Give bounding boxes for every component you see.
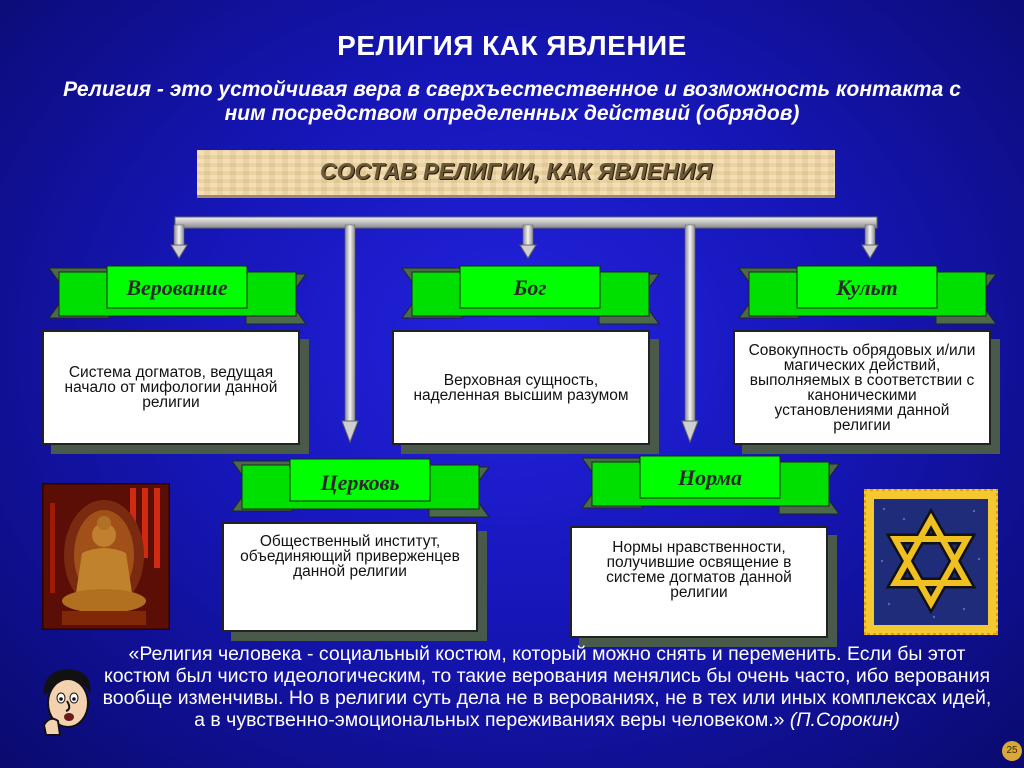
cult-description: Совокупность обрядовых и/или магических действий, выполняемых в соответствии с каноническими установлениями данной религии [733, 330, 991, 445]
religion-definition: Религия - это устойчивая вера в сверхъестественное и возможность контакта с ним посредством определенных действий (обрядов) [63, 78, 961, 125]
norm-description: Нормы нравственности, получившие освящение в системе догматов данной религии [570, 526, 828, 638]
buddha-image [42, 483, 170, 630]
thinking-man-icon [36, 665, 98, 737]
god-description: Верховная сущность, наделенная высшим разумом [392, 330, 650, 445]
arrow-norm [682, 225, 698, 442]
banner-god-label: Бог [513, 275, 547, 300]
arrow-church [342, 225, 358, 442]
banner-god [398, 262, 663, 332]
banner-cult-label: Культ [836, 275, 898, 300]
components-header [197, 150, 835, 195]
star-of-david-image [864, 489, 998, 635]
belief-description: Система догматов, ведущая начало от мифологии данной религии [42, 330, 300, 445]
components-header-label: СОСТАВ РЕЛИГИИ, КАК ЯВЛЕНИЯ [319, 158, 713, 184]
banner-cult [735, 262, 1000, 332]
banner-norm-label: Норма [677, 465, 743, 490]
quote-text: «Религия человека - социальный костюм, который можно снять и переменить. Если бы этот костюм был чисто идеологическим, то такие верования менялись бы очень часто, ибо верования вообще изменчивы. Но в религии суть дела не в верованиях, не в тех или иных комплексах идей, а в чувственно-эмоциональных переживаниях веры человеком.» [102, 643, 992, 731]
sorokin-quote [100, 643, 994, 731]
banner-belief-label: Верование [126, 275, 228, 300]
arrow-god [520, 225, 536, 258]
page-number-badge: 25 [1002, 741, 1022, 761]
quote-author: (П.Сорокин) [789, 709, 900, 731]
slide-title: РЕЛИГИЯ КАК ЯВЛЕНИЕ [337, 30, 687, 61]
banner-church-label: Церковь [320, 470, 400, 495]
banner-norm [578, 452, 843, 522]
arrow-cult [862, 225, 878, 258]
church-description: Общественный институт, объединяющий приверженцев данной религии [222, 522, 478, 632]
banner-belief [45, 262, 310, 332]
arrow-belief [171, 225, 187, 258]
banner-church [228, 455, 493, 525]
